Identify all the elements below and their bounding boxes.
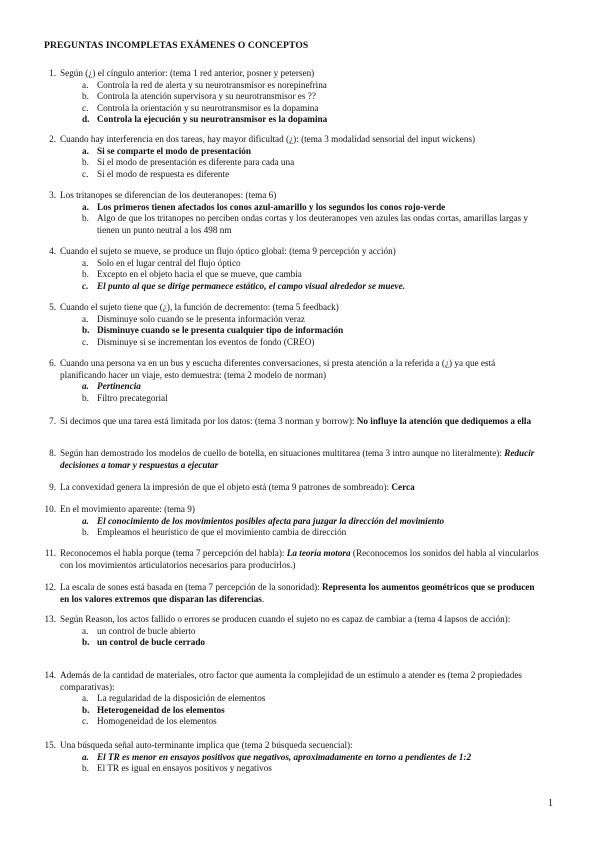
- question-stem: Reconocemos el habla porque (tema 7 percepción del habla): La teoría motora (Reconocemos los sonidos del habla al vincularlos con los movimientos articulatorios necesarios para producirlos.): [60, 548, 539, 570]
- question-number: 14.: [44, 670, 56, 680]
- question-stem: Cuando el sujeto tiene que (¿), la función de decremento: (tema 5 feedback): [60, 302, 339, 312]
- question-number: 13.: [44, 614, 56, 624]
- option-a: a. Controla la red de alerta y su neurotransmisor es norepinefrina: [82, 79, 327, 90]
- question-9: [49, 482, 540, 494]
- question-stem: Según han demostrado los modelos de cuello de botella, en situaciones multitarea (tema 3 intro aunque no literalmente): Reducir decisiones a tomar y respuestas a ejecutar: [60, 448, 535, 470]
- question-number: 12.: [44, 582, 56, 592]
- option-c: c. Controla la orientación y su neurotransmisor es la dopamina: [82, 102, 319, 113]
- question-8: [49, 448, 540, 471]
- question-15: [44, 740, 540, 775]
- question-5: [49, 302, 540, 348]
- option-b-correct: b. un control de bucle cerrado: [82, 637, 206, 648]
- question-stem: Cuando hay interferencia en dos tareas, hay mayor dificultad (¿): (tema 3 modalidad sensorial del input wickens): [60, 134, 476, 144]
- question-12: [44, 582, 540, 605]
- question-number: 11.: [44, 548, 56, 558]
- option-b: b. Empleamos el heurístico de que el movimiento cambia de dirección: [82, 527, 347, 538]
- question-number: 5.: [49, 302, 56, 312]
- question-number: 4.: [49, 246, 56, 256]
- question-stem: La convexidad genera la impresión de que el objeto está (tema 9 patrones de sombreado): Cerca: [60, 482, 415, 492]
- page-title: PREGUNTAS INCOMPLETAS EXÁMENES O CONCEPTOS: [44, 40, 309, 51]
- option-a-correct: a. Si se comparte el modo de presentación: [82, 145, 251, 156]
- option-a-correct: a. El conocimiento de los movimientos posibles afecta para juzgar la dirección del movimiento: [82, 515, 445, 526]
- question-number: 9.: [49, 482, 56, 492]
- question-stem: Una búsqueda señal auto-terminante implica que (tema 2 búsqueda secuencial):: [60, 740, 353, 750]
- question-13: [44, 614, 540, 649]
- question-4: [49, 246, 540, 292]
- question-number: 2.: [49, 134, 56, 144]
- question-number: 1.: [49, 68, 56, 78]
- option-b: b. El TR es igual en ensayos positivos y negativos: [82, 763, 272, 774]
- question-number: 10.: [44, 504, 56, 514]
- question-stem: Cuando una persona va en un bus y escucha diferentes conversaciones, si presta atención a la referida a (¿) ya que está planificando hacer un viaje, esto demuestra: (tema 2 modelo de norman): [60, 358, 496, 380]
- question-stem: Según (¿) el cíngulo anterior: (tema 1 red anterior, posner y petersen): [60, 68, 315, 78]
- question-number: 6.: [49, 358, 56, 368]
- question-stem: Según Reason, los actos fallido o errores se producen cuando el sujeto no es capaz de cambiar a (tema 4 lapsos de acción):: [60, 614, 511, 624]
- question-6: [49, 358, 540, 404]
- question-3: [49, 190, 540, 236]
- answer-text: La teoría motora: [286, 548, 351, 558]
- option-c: c. Disminuye si se incrementan los eventos de fondo (CREO): [82, 336, 315, 347]
- option-a-correct: a. Pertinencia: [82, 381, 141, 392]
- question-14: [44, 670, 540, 728]
- question-11: [44, 548, 540, 571]
- answer-text: No influye la atención que dediquemos a ella: [356, 416, 532, 426]
- option-c: c. Homogeneidad de los elementos: [82, 716, 217, 727]
- question-stem: Cuando el sujeto se mueve, se produce un flujo óptico global: (tema 9 percepción y acción): [60, 246, 396, 256]
- question-7: [49, 416, 540, 428]
- option-a-correct: a. El TR es menor en ensayos positivos que negativos, aproximadamente en torno a pendientes de 1:2: [82, 751, 472, 762]
- option-c-correct: c. El punto al que se dirige permanece estático, el campo visual alrededor se mueve.: [82, 280, 406, 291]
- answer-text: Representa los aumentos geométricos que se producen en los valores extremos que disparan las diferencias: [60, 582, 535, 604]
- question-number: 8.: [49, 448, 56, 458]
- option-a: a. Solo en el lugar central del flujo óptico: [82, 257, 241, 268]
- option-b: b. Algo de que los tritanopes no perciben ondas cortas y los deuteranopes ven azules las ondas cortas, amarillas largas y tienen un punto neutral a los 498 nm: [82, 213, 529, 235]
- option-c: c. Si el modo de respuesta es diferente: [82, 168, 230, 179]
- question-number: 15.: [44, 740, 56, 750]
- option-a: a. un control de bucle abierto: [82, 625, 196, 636]
- question-2: [49, 134, 540, 180]
- question-10: [44, 504, 540, 539]
- question-number: 7.: [49, 416, 56, 426]
- option-a: a. Disminuye solo cuando se le presenta información veraz: [82, 313, 305, 324]
- answer-text: Cerca: [391, 482, 415, 492]
- option-b-correct: b. Heterogeneidad de los elementos: [82, 704, 225, 715]
- option-b: b. Si el modo de presentación es diferente para cada una: [82, 157, 295, 168]
- question-number: 3.: [49, 190, 56, 200]
- option-b: b. Filtro precategorial: [82, 392, 168, 403]
- option-a: a. La regularidad de la disposición de elementos: [82, 693, 266, 704]
- question-stem: La escala de sones está basada en (tema 7 percepción de la sonoridad): Representa los aumentos geométricos que se producen en los valores extremos que disparan las diferencias.: [60, 582, 535, 604]
- question-stem: Los tritanopes se diferencian de los deuteranopes: (tema 6): [60, 190, 277, 200]
- option-b: b. Controla la atención supervisora y su neurotransmisor es ??: [82, 91, 316, 102]
- question-stem: Además de la cantidad de materiales, otro factor que aumenta la complejidad de un estímulo a atender es (tema 2 propiedades comparativas):: [60, 670, 522, 692]
- option-b: b. Excepto en el objeto hacia el que se mueve, que cambia: [82, 269, 302, 280]
- page-number: 1: [548, 798, 553, 809]
- question-stem: Si decimos que una tarea está limitada por los datos: (tema 3 norman y borrow): No influye la atención que dediquemos a ella: [60, 416, 532, 426]
- option-d-correct: d. Controla la ejecución y su neurotransmisor es la dopamina: [82, 114, 328, 125]
- question-1: [49, 68, 540, 126]
- option-b-correct: b. Disminuye cuando se le presenta cualquier tipo de información: [82, 325, 344, 336]
- answer-text: Reducir decisiones a tomar y respuestas a ejecutar: [60, 448, 535, 470]
- option-a-correct: a. Los primeros tienen afectados los conos azul-amarillo y los segundos los conos rojo-verde: [82, 201, 446, 212]
- question-stem: En el movimiento aparente: (tema 9): [60, 504, 195, 514]
